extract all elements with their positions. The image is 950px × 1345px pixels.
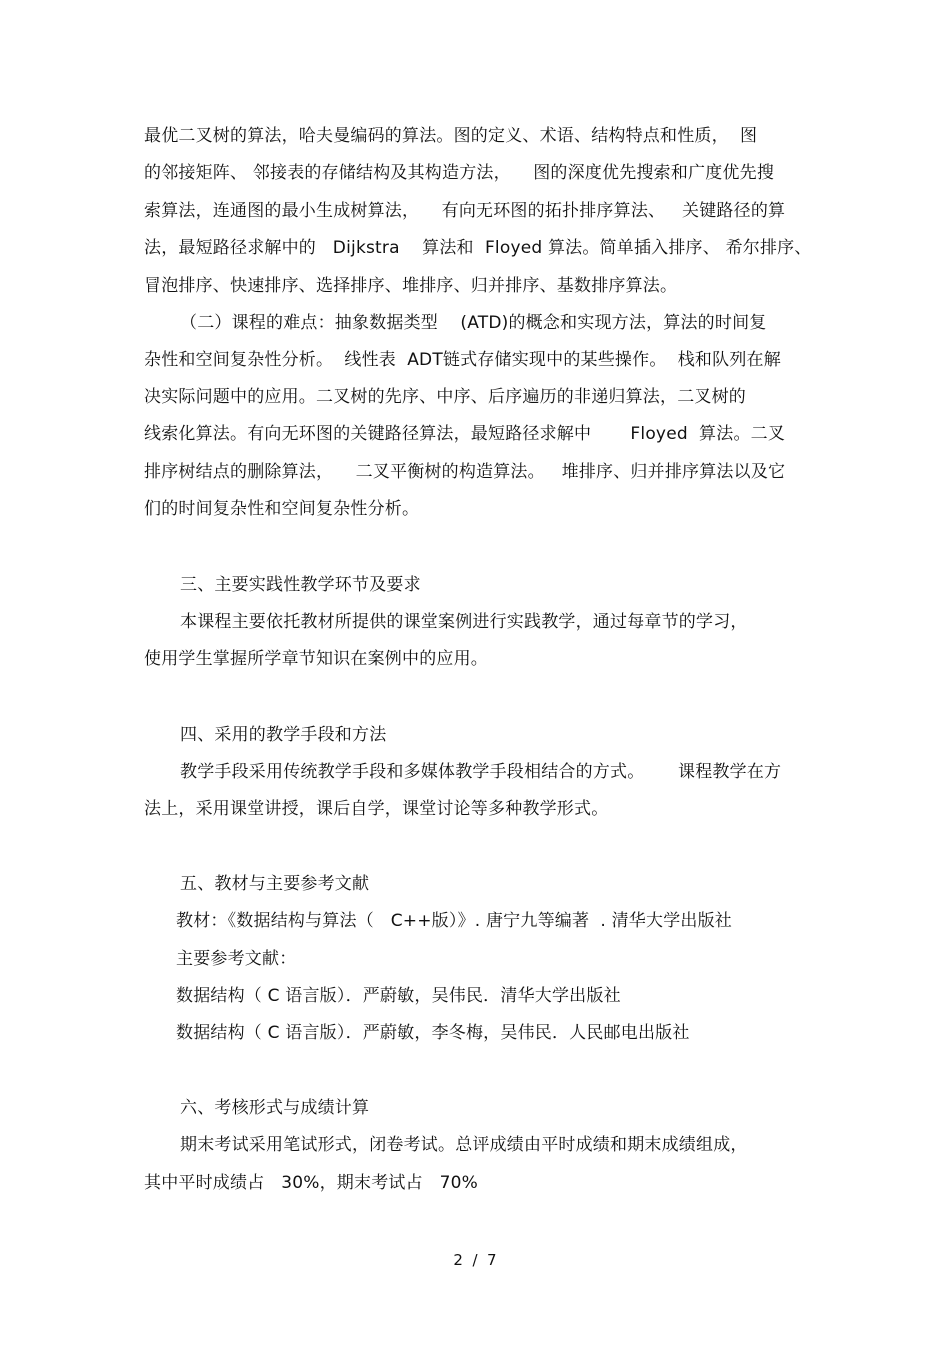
- references-label: 主要参考文献：: [176, 949, 297, 969]
- section-heading: 五、教材与主要参考文献: [180, 874, 370, 894]
- body-text-line: 冒泡排序、快速排序、选择排序、堆排序、归并排序、基数排序算法。: [144, 276, 678, 296]
- reference-entry: 数据结构（ C 语言版）．严蔚敏，李冬梅，吴伟民．人民邮电出版社: [176, 1023, 690, 1043]
- body-text-line: 线索化算法。有向无环图的关键路径算法，最短路径求解中 Floyed 算法。二叉: [144, 424, 786, 444]
- body-text-line: 教学手段采用传统教学手段和多媒体教学手段相结合的方式。 课程教学在方: [180, 762, 782, 782]
- body-text-line: 排序树结点的删除算法， 二叉平衡树的构造算法。 堆排序、归并排序算法以及它: [144, 462, 786, 482]
- body-text-line: （二）课程的难点：抽象数据类型 (ATD)的概念和实现方法，算法的时间复: [180, 313, 767, 333]
- section-heading: 四、采用的教学手段和方法: [180, 725, 387, 745]
- body-text-line: 其中平时成绩占 30%，期末考试占 70%: [144, 1173, 478, 1193]
- body-text-line: 们的时间复杂性和空间复杂性分析。: [144, 499, 420, 519]
- textbook-reference: 教材：《数据结构与算法（ C++版）》. 唐宁九等编著 . 清华大学出版社: [176, 911, 732, 931]
- body-text-line: 法，最短路径求解中的 Dijkstra 算法和 Floyed 算法。简单插入排序、 希尔排序、: [144, 238, 812, 258]
- body-text-line: 期末考试采用笔试形式，闭卷考试。总评成绩由平时成绩和期末成绩组成，: [180, 1135, 748, 1155]
- body-text-line: 索算法，连通图的最小生成树算法， 有向无环图的拓扑排序算法、 关键路径的算: [144, 201, 786, 221]
- body-text-line: 杂性和空间复杂性分析。 线性表 ADT链式存储实现中的某些操作。 栈和队列在解: [144, 350, 781, 370]
- body-text-line: 最优二叉树的算法，哈夫曼编码的算法。图的定义、术语、结构特点和性质， 图: [144, 126, 758, 146]
- body-text-line: 决实际问题中的应用。二叉树的先序、中序、后序遍历的非递归算法，二叉树的: [144, 387, 746, 407]
- section-heading: 三、主要实践性教学环节及要求: [180, 575, 421, 595]
- body-text-line: 的邻接矩阵、 邻接表的存储结构及其构造方法， 图的深度优先搜索和广度优先搜: [144, 163, 775, 183]
- body-text-line: 本课程主要依托教材所提供的课堂案例进行实践教学，通过每章节的学习，: [180, 612, 748, 632]
- body-text-line: 法上，采用课堂讲授，课后自学，课堂讨论等多种教学形式。: [144, 799, 609, 819]
- page-number: 2 / 7: [453, 1251, 497, 1269]
- body-text-line: 使用学生掌握所学章节知识在案例中的应用。: [144, 649, 488, 669]
- reference-entry: 数据结构（ C 语言版）．严蔚敏，吴伟民．清华大学出版社: [176, 986, 621, 1006]
- section-heading: 六、考核形式与成绩计算: [180, 1098, 370, 1118]
